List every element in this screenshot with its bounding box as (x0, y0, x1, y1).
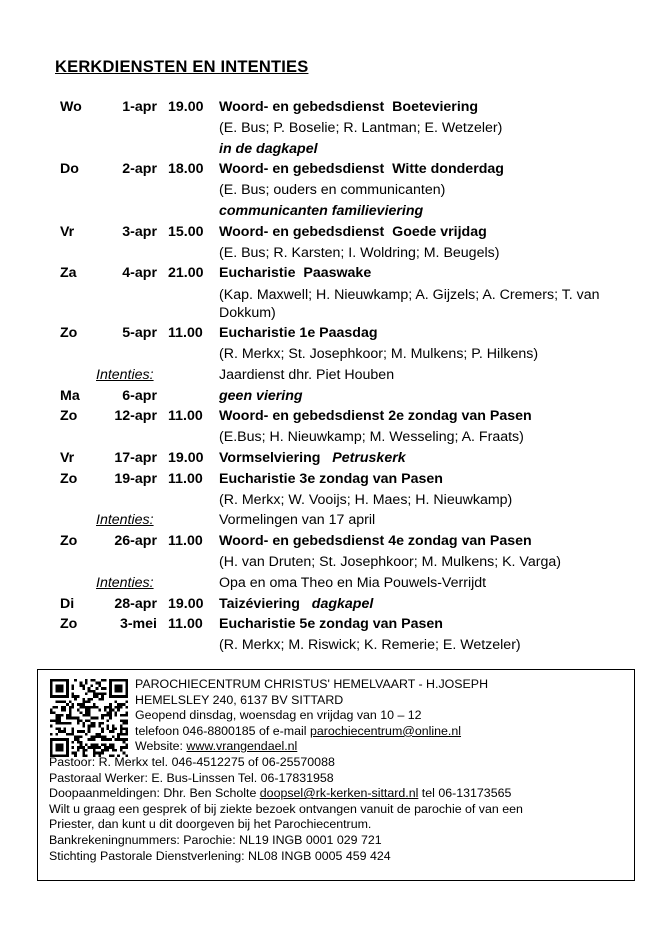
service-description (219, 469, 619, 490)
service-time: 19.00 (168, 595, 204, 612)
description-part: Taizéviering (219, 595, 312, 612)
description-part: Petruskerk (332, 449, 406, 466)
schedule-row (0, 386, 667, 407)
doop-text: Doopaanmeldingen: Dhr. Ben Scholte (49, 786, 260, 801)
description-part: (R. Merkx; M. Riswick; K. Remerie; E. Wetzeler) (219, 637, 521, 654)
description-part: Woord- en gebedsdienst Boeteviering (219, 99, 479, 115)
website-link[interactable]: www.vrangendael.nl (186, 739, 298, 754)
description-part: Opa en oma Theo en Mia Pouwels-Verrijdt (219, 574, 487, 591)
service-day: Zo (60, 325, 78, 342)
service-description (219, 323, 619, 344)
service-description (219, 427, 619, 448)
schedule-row (0, 180, 667, 201)
service-date: 17-apr (114, 449, 157, 466)
description-part: (H. van Druten; St. Josephkoor; M. Mulkens; K. Varga) (219, 553, 561, 570)
doop-email-link[interactable]: doopsel@rk-kerken-sittard.nl (259, 786, 419, 801)
service-day: Ma (60, 387, 80, 404)
service-day: Vr (60, 223, 75, 240)
opening-hours: Geopend dinsdag, woensdag en vrijdag van 10 – 12 (135, 708, 422, 723)
website-line (135, 739, 488, 755)
service-description (219, 531, 619, 552)
service-date: 4-apr (122, 265, 157, 282)
service-description (219, 594, 619, 615)
description-part: in de dagkapel (219, 140, 318, 157)
description-part: Woord- en gebedsdienst Goede vrijdag (219, 223, 487, 240)
schedule-row (0, 344, 667, 365)
service-date: 5-apr (122, 325, 157, 342)
description-part: (E. Bus; ouders en communicanten) (219, 182, 446, 199)
email-link[interactable]: parochiecentrum@online.nl (309, 723, 462, 738)
schedule-row (0, 573, 667, 594)
service-description (219, 635, 619, 656)
schedule-row (0, 594, 667, 615)
service-day: Zo (60, 616, 78, 633)
contact-header (135, 677, 488, 755)
service-day: Di (60, 595, 75, 612)
service-description (219, 159, 619, 180)
schedule-row (0, 510, 667, 531)
schedule-row (0, 97, 667, 118)
description-part: (E. Bus; P. Boselie; R. Lantman; E. Wetzeler) (219, 119, 503, 136)
schedule-row (0, 201, 667, 222)
schedule-row (0, 614, 667, 635)
description-part: Jaardienst dhr. Piet Houben (219, 366, 395, 383)
service-description (219, 344, 619, 365)
address: HEMELSLEY 240, 6137 BV SITTARD (135, 692, 344, 707)
schedule-row (0, 159, 667, 180)
description-part: (E.Bus; H. Nieuwkamp; M. Wesseling; A. Fraats) (219, 429, 524, 446)
description-part: (R. Merkx; W. Vooijs; H. Maes; H. Nieuwkamp) (219, 491, 513, 508)
schedule-list (0, 97, 667, 656)
pastoor-line: Pastoor: R. Merkx tel. 046-4512275 of 06-25570088 (49, 755, 335, 769)
description-part: Woord- en gebedsdienst Witte donderdag (219, 161, 504, 178)
service-time: 11.00 (168, 325, 203, 342)
service-time: 21.00 (168, 265, 204, 282)
service-day: Zo (60, 408, 78, 425)
schedule-row (0, 222, 667, 243)
schedule-row (0, 490, 667, 511)
schedule-row (0, 552, 667, 573)
schedule-row (0, 635, 667, 656)
description-part: geen viering (219, 387, 303, 404)
service-date: 1-apr (122, 99, 157, 115)
schedule-row (0, 263, 667, 284)
service-day: Za (60, 265, 77, 282)
qr-code-icon (50, 679, 128, 757)
service-description (219, 222, 619, 243)
service-date: 12-apr (114, 408, 157, 425)
schedule-row (0, 365, 667, 386)
service-time: 19.00 (168, 449, 204, 466)
service-date: 2-apr (122, 161, 157, 178)
service-description (219, 180, 619, 201)
service-time: 15.00 (168, 223, 204, 240)
service-description (219, 406, 619, 427)
website-label: Website: (135, 739, 187, 754)
service-time: 19.00 (168, 99, 204, 115)
doop-phone: tel 06-13173565 (418, 786, 512, 801)
service-description (219, 243, 619, 264)
service-description (219, 118, 619, 139)
schedule-row (0, 448, 667, 469)
schedule-row (0, 323, 667, 344)
schedule-row (0, 406, 667, 427)
schedule-row (0, 531, 667, 552)
service-time: 18.00 (168, 161, 204, 178)
visit-line-1: Wilt u graag een gesprek of bij ziekte bezoek ontvangen vanuit de parochie of van een (49, 801, 523, 816)
service-description (219, 510, 619, 531)
service-description (219, 614, 619, 635)
werker-line: Pastoraal Werker: E. Bus-Linssen Tel. 06-17831958 (49, 770, 334, 785)
description-part: communicanten familieviering (219, 202, 424, 219)
service-description (219, 139, 619, 160)
schedule-row (0, 243, 667, 264)
schedule-row (0, 139, 667, 160)
schedule-row (0, 427, 667, 448)
service-date: 26-apr (114, 533, 157, 550)
service-date: 3-mei (119, 616, 157, 633)
contact-details (49, 755, 523, 864)
description-part: Eucharistie Paaswake (219, 265, 372, 282)
service-time: 11.00 (168, 470, 203, 487)
bank-line-1: Bankrekeningnummers: Parochie: NL19 INGB 0001 029 721 (49, 832, 382, 847)
service-description (219, 284, 619, 323)
bank-line-2: Stichting Pastorale Dienstverlening: NL08 INGB 0005 459 424 (49, 848, 391, 863)
service-description (219, 448, 619, 469)
description-part: dagkapel (311, 595, 374, 612)
description-part: Eucharistie 1e Paasdag (219, 325, 378, 342)
service-date: 19-apr (114, 470, 157, 487)
service-date: 28-apr (114, 595, 157, 612)
service-day: Do (60, 161, 79, 178)
page-title: KERKDIENSTEN EN INTENTIES (55, 58, 309, 76)
service-date: 3-apr (122, 223, 157, 240)
intenties-label: Intenties: (96, 574, 154, 591)
service-description (219, 365, 619, 386)
service-day: Vr (60, 449, 75, 466)
phone-email-line (135, 724, 488, 740)
phone-text: telefoon 046-8800185 of e-mail (135, 723, 310, 738)
contact-box (37, 669, 635, 881)
description-part: Eucharistie 3e zondag van Pasen (219, 470, 443, 487)
intenties-label: Intenties: (96, 366, 154, 383)
description-part: Woord- en gebedsdienst 4e zondag van Pasen (219, 533, 532, 550)
service-description (219, 201, 619, 222)
schedule-row (0, 469, 667, 490)
service-day: Zo (60, 470, 78, 487)
description-part: (E. Bus; R. Karsten; I. Woldring; M. Beugels) (219, 244, 500, 261)
service-time: 11.00 (168, 616, 203, 633)
visit-line-2: Priester, dan kunt u dit doorgeven bij het Parochiecentrum. (49, 817, 372, 832)
description-part: Eucharistie 5e zondag van Pasen (219, 616, 443, 633)
intenties-label: Intenties: (96, 512, 154, 529)
service-description (219, 552, 619, 573)
description-part: (R. Merkx; St. Josephkoor; M. Mulkens; P. Hilkens) (219, 345, 539, 362)
service-day: Zo (60, 533, 78, 550)
description-part: Woord- en gebedsdienst 2e zondag van Pasen (219, 408, 532, 425)
description-part: (Kap. Maxwell; H. Nieuwkamp; A. Gijzels; A. Cremers; T. van Dokkum) (219, 287, 604, 322)
service-description (219, 386, 619, 407)
org-name: PAROCHIECENTRUM CHRISTUS' HEMELVAART - H.JOSEPH (135, 677, 489, 691)
service-description (219, 490, 619, 511)
description-part: Vormselviering (219, 449, 333, 466)
schedule-row (0, 118, 667, 139)
doop-line (49, 786, 523, 802)
service-description (219, 97, 619, 118)
service-description (219, 573, 619, 594)
description-part: Vormelingen van 17 april (219, 512, 376, 529)
service-date: 6-apr (122, 387, 157, 404)
service-time: 11.00 (168, 533, 203, 550)
service-time: 11.00 (168, 408, 203, 425)
service-day: Wo (60, 99, 82, 115)
service-description (219, 263, 619, 284)
schedule-row (0, 284, 667, 323)
